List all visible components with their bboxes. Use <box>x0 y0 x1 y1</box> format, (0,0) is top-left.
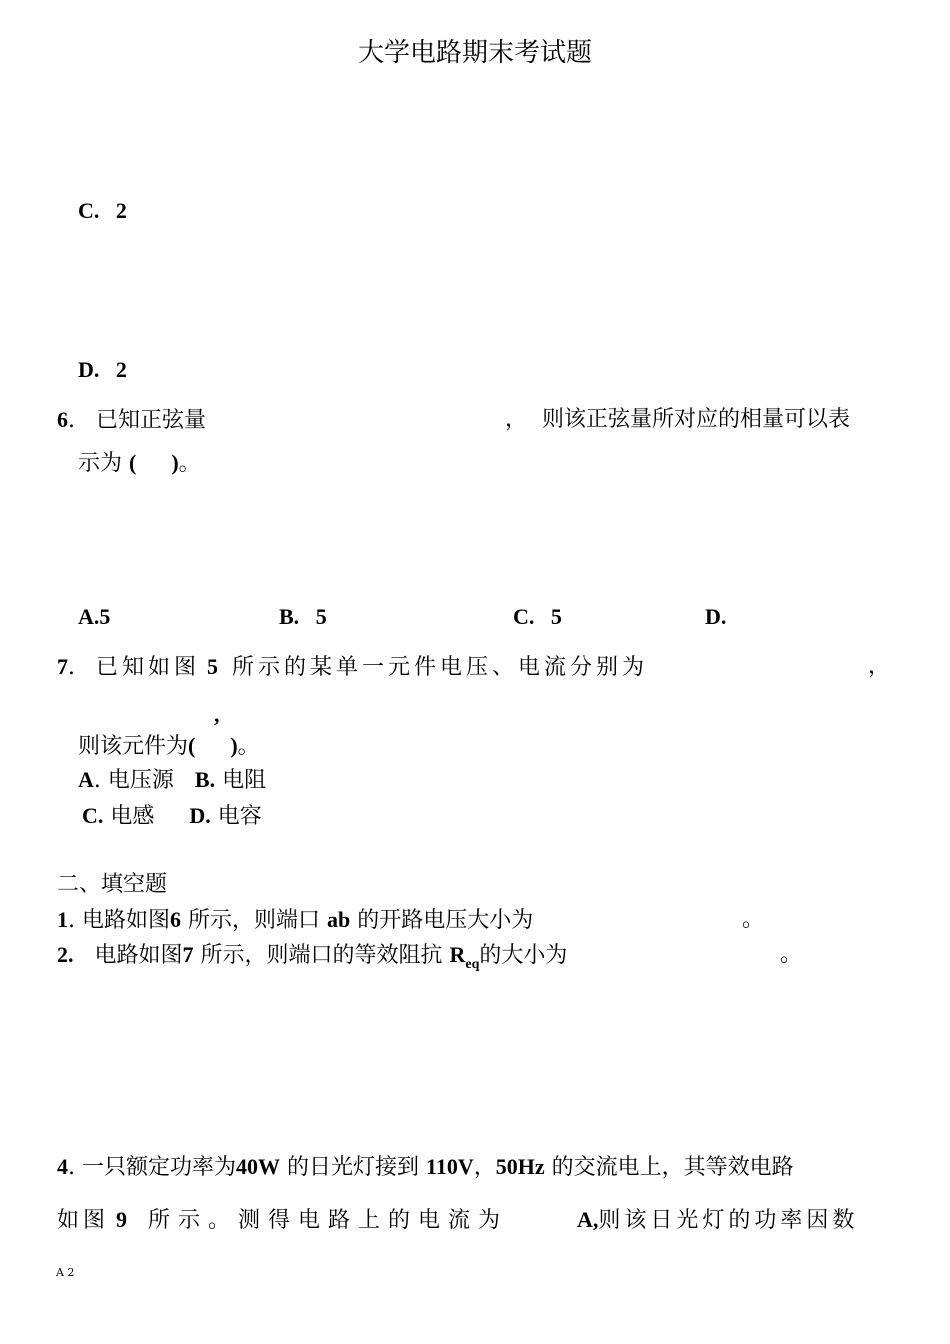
fill-q4-comma: ， <box>473 1155 496 1180</box>
fill-q2-text-a: 电路如图 <box>94 943 183 968</box>
fill-q4-text-d: 如图 <box>57 1208 110 1233</box>
q6-text-c: 示为 <box>78 451 123 476</box>
q6-option-c-letter: C. <box>513 604 535 629</box>
fill-q4-voltage: 110V <box>426 1154 474 1179</box>
fill-q4-text-a: 一只额定功率为 <box>82 1155 237 1180</box>
fill-q4-text-b: 的日光灯接到 <box>287 1155 420 1180</box>
fill-q1-fig: 6 <box>170 907 182 932</box>
q7-line2 <box>78 731 260 762</box>
fill-q1 <box>57 905 533 936</box>
q7-dot: . <box>68 655 75 680</box>
q6-option-b-value: 5 <box>315 604 327 629</box>
fill-q4-freq: 50Hz <box>495 1154 545 1179</box>
q5-option-c <box>78 196 127 226</box>
q7-opt-a-dot: . <box>93 768 101 793</box>
q7-text-c: 则该元件为 <box>78 734 189 759</box>
q5-option-d-value: 2 <box>115 357 127 382</box>
fill-q2-text-b: 所示，则端口的等效阻抗 <box>200 943 443 968</box>
q5-option-d-letter: D. <box>78 357 100 382</box>
q7-opt-d-letter: D. <box>189 803 211 828</box>
fill-q1-text-c: 的开路电压大小为 <box>357 908 534 933</box>
q6-line1-left <box>57 405 206 436</box>
q6-option-a-value: 5 <box>99 604 111 629</box>
fill-q2-period: 。 <box>780 942 803 967</box>
page-footer: A 2 <box>56 1266 75 1279</box>
q5-option-d <box>78 355 127 385</box>
fill-q1-dot: . <box>68 908 75 933</box>
q7-options-cd <box>82 801 262 832</box>
q6-option-c-value: 5 <box>550 604 562 629</box>
q7-paren: ( <box>188 733 196 758</box>
fill-q4-fig: 9 <box>116 1207 128 1232</box>
fill-q4-number: 4 <box>57 1154 68 1179</box>
fill-q4-line2 <box>57 1205 508 1236</box>
q7-fig: 5 <box>207 654 218 679</box>
fill-q4-text-c: 的交流电上，其等效电路 <box>551 1155 794 1180</box>
q7-period: 。 <box>237 734 260 759</box>
fill-q4-line2-right <box>577 1205 858 1236</box>
q7-text-b: 所示的某单一元件电压、电流分别为 <box>232 655 649 680</box>
q7-text-a: 已知如图 <box>95 655 200 680</box>
q6-text-a: 已知正弦量 <box>95 408 206 433</box>
q6-line2 <box>78 448 201 479</box>
q7-opt-a-letter: A <box>78 767 94 792</box>
fill-q2-r: R <box>449 942 466 967</box>
fill-q4-text-e: 所示。测得电路上的电流为 <box>148 1208 509 1233</box>
q6-dot: . <box>68 408 75 433</box>
q6-option-a-letter: A. <box>78 604 100 629</box>
q6-comma: ， <box>505 407 528 432</box>
page-title: 大学电路期末考试题 <box>357 38 592 68</box>
q5-option-c-letter: C. <box>78 198 100 223</box>
q6-option-a <box>78 602 110 632</box>
fill-q2-sub: eq <box>465 957 480 972</box>
q6-text-b: 则该正弦量所对应的相量可以表 <box>542 407 851 432</box>
fill-q4-power: 40W <box>236 1154 281 1179</box>
fill-q2 <box>57 940 567 980</box>
fill-q1-number: 1 <box>57 907 68 932</box>
q6-period: 。 <box>178 451 201 476</box>
fill-q1-port: ab <box>327 907 351 932</box>
fill-q2-text-c: 的大小为 <box>479 943 568 968</box>
q6-paren-open: ( <box>129 450 137 475</box>
q6-option-b-letter: B. <box>279 604 300 629</box>
q7-line1 <box>57 652 648 683</box>
q6-option-d-letter: D. <box>705 604 727 629</box>
q7-opt-b-letter: B. <box>194 767 216 792</box>
q7-options-ab <box>78 765 266 796</box>
fill-q2-fig: 7 <box>182 942 194 967</box>
q7-paren-close: ) <box>230 733 238 758</box>
q7-comma1: ， <box>868 654 891 679</box>
q6-option-b <box>279 602 327 632</box>
q7-number: 7 <box>57 654 68 679</box>
q7-comma2: , <box>214 702 220 727</box>
q6-paren-close: ) <box>171 450 179 475</box>
q6-option-c <box>513 602 562 632</box>
fill-q4-line1 <box>57 1152 794 1183</box>
q7-opt-c-letter: C. <box>82 803 104 828</box>
q7-opt-c-text: 电感 <box>110 804 155 829</box>
fill-q1-text-b: 所示，则端口 <box>188 908 321 933</box>
q7-opt-a-text: 电压源 <box>107 768 174 793</box>
q6-option-d <box>705 602 726 632</box>
q7-opt-b-text: 电阻 <box>222 768 267 793</box>
fill-q1-text-a: 电路如图 <box>82 908 171 933</box>
section2-heading: 二、填空题 <box>57 872 168 897</box>
q7-opt-d-text: 电容 <box>217 804 262 829</box>
fill-q2-number: 2. <box>57 942 74 967</box>
q6-number: 6 <box>57 407 68 432</box>
fill-q1-period: 。 <box>742 907 765 932</box>
q5-option-c-value: 2 <box>115 198 127 223</box>
fill-q4-text-f: 则该日光灯的功率因数 <box>598 1208 859 1233</box>
fill-q4-dot: . <box>68 1155 75 1180</box>
fill-q4-unit: A, <box>577 1207 599 1232</box>
